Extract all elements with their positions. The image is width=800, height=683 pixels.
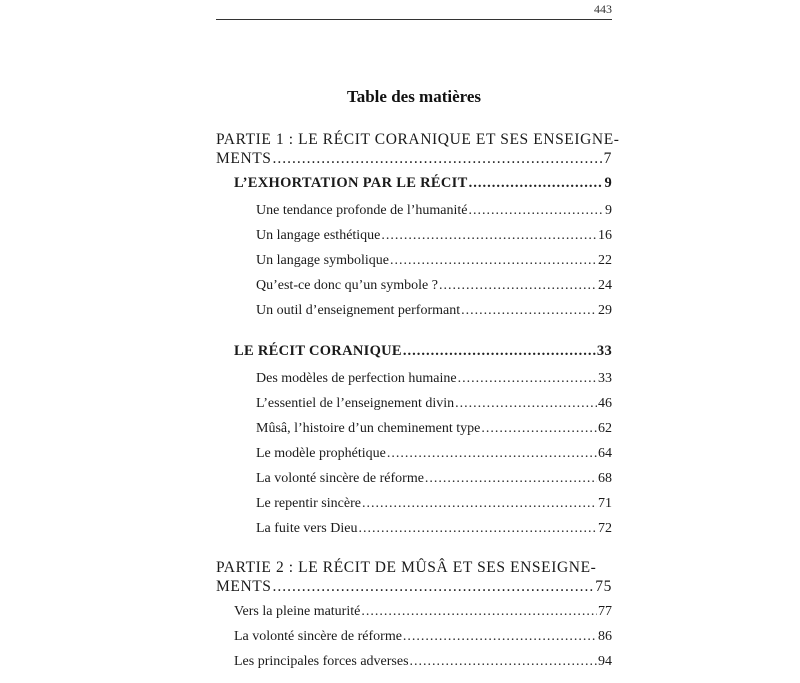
toc-title: Table des matières [346,87,482,106]
toc-section-title: L’essentiel de l’enseignement divin [256,396,455,411]
toc-section[interactable] [256,276,612,295]
toc-section[interactable] [234,602,612,621]
dot-leader [461,301,597,320]
toc-section-title: Qu’est-ce donc qu’un symbole ? [256,278,438,293]
dot-leader [425,469,597,488]
toc-section-title: Le repentir sincère [256,496,361,511]
dot-leader [273,577,595,596]
dot-leader [358,519,597,538]
toc-page-number: 64 [598,446,612,461]
toc-page-number: 33 [598,371,612,386]
toc-section[interactable] [234,627,612,646]
dot-leader [387,444,597,463]
toc-part[interactable] [216,558,612,596]
toc-page-number: 77 [598,604,612,619]
dot-leader [439,276,597,295]
toc-part[interactable] [216,130,620,168]
toc-section-title: Mûsâ, l’histoire d’un cheminement type [256,421,481,436]
toc-page-number: 75 [595,578,612,595]
toc-part-title-line1: PARTIE 2 : LE RÉCIT DE MÛSÂ ET SES ENSEIGNE- [216,559,597,576]
toc-section[interactable] [256,251,612,270]
toc-section-title: Des modèles de perfection humaine [256,371,457,386]
toc-page-number: 9 [604,175,612,191]
dot-leader [410,652,597,671]
dot-leader [403,627,597,646]
toc-section[interactable] [256,494,612,513]
toc-section[interactable] [256,394,612,413]
toc-section-title: La volonté sincère de réforme [256,471,424,486]
toc-section-title: Un langage symbolique [256,253,389,268]
toc-section[interactable] [256,369,612,388]
dot-leader [361,602,597,621]
toc-section-title: La volonté sincère de réforme [234,629,402,644]
toc-page-number: 16 [598,228,612,243]
toc-section[interactable] [256,201,612,220]
toc-page-number: 46 [598,396,612,411]
toc-section[interactable] [256,419,612,438]
toc-part-title-line2: MENTS [216,578,272,595]
toc-part-title-line1: PARTIE 1 : LE RÉCIT CORANIQUE ET SES ENSEIGNE- [216,131,620,148]
toc-page-number: 29 [598,303,612,318]
toc-section[interactable] [256,444,612,463]
dot-leader [273,149,603,168]
dot-leader [481,419,597,438]
toc-section-title: Une tendance profonde de l’humanité [256,203,468,218]
toc-section[interactable] [256,301,612,320]
toc-page-number: 71 [598,496,612,511]
toc-part-title-line2: MENTS [216,150,272,167]
dot-leader [469,174,604,193]
dot-leader [403,342,596,361]
toc-page-number: 7 [603,150,612,167]
toc-chapter-title: L’EXHORTATION PAR LE RÉCIT [234,175,468,191]
table-of-contents [216,130,620,671]
toc-page-number: 22 [598,253,612,268]
page-number: 443 [594,2,612,16]
toc-page-number: 86 [598,629,612,644]
toc-page-number: 68 [598,471,612,486]
toc-section-title: Un langage esthétique [256,228,381,243]
toc-page-number: 33 [596,343,612,359]
toc-section-title: Le modèle prophétique [256,446,386,461]
toc-page-number: 9 [605,203,612,218]
dot-leader [455,394,597,413]
toc-page-number: 24 [598,278,612,293]
toc-section[interactable] [234,652,612,671]
toc-section[interactable] [256,519,612,538]
header-rule [216,19,612,20]
toc-chapter-title: LE RÉCIT CORANIQUE [234,343,402,359]
dot-leader [390,251,597,270]
toc-section-title: Vers la pleine maturité [234,604,361,619]
toc-section[interactable] [256,226,612,245]
dot-leader [362,494,597,513]
toc-section[interactable] [256,469,612,488]
dot-leader [458,369,597,388]
toc-section-title: Un outil d’enseignement performant [256,303,461,318]
toc-page-number: 62 [598,421,612,436]
toc-section-title: La fuite vers Dieu [256,521,358,536]
toc-section-title: Les principales forces adverses [234,654,409,669]
toc-chapter[interactable] [234,174,612,193]
toc-page-number: 94 [598,654,612,669]
dot-leader [468,201,604,220]
toc-page-number: 72 [598,521,612,536]
toc-chapter[interactable] [234,342,612,361]
dot-leader [381,226,597,245]
